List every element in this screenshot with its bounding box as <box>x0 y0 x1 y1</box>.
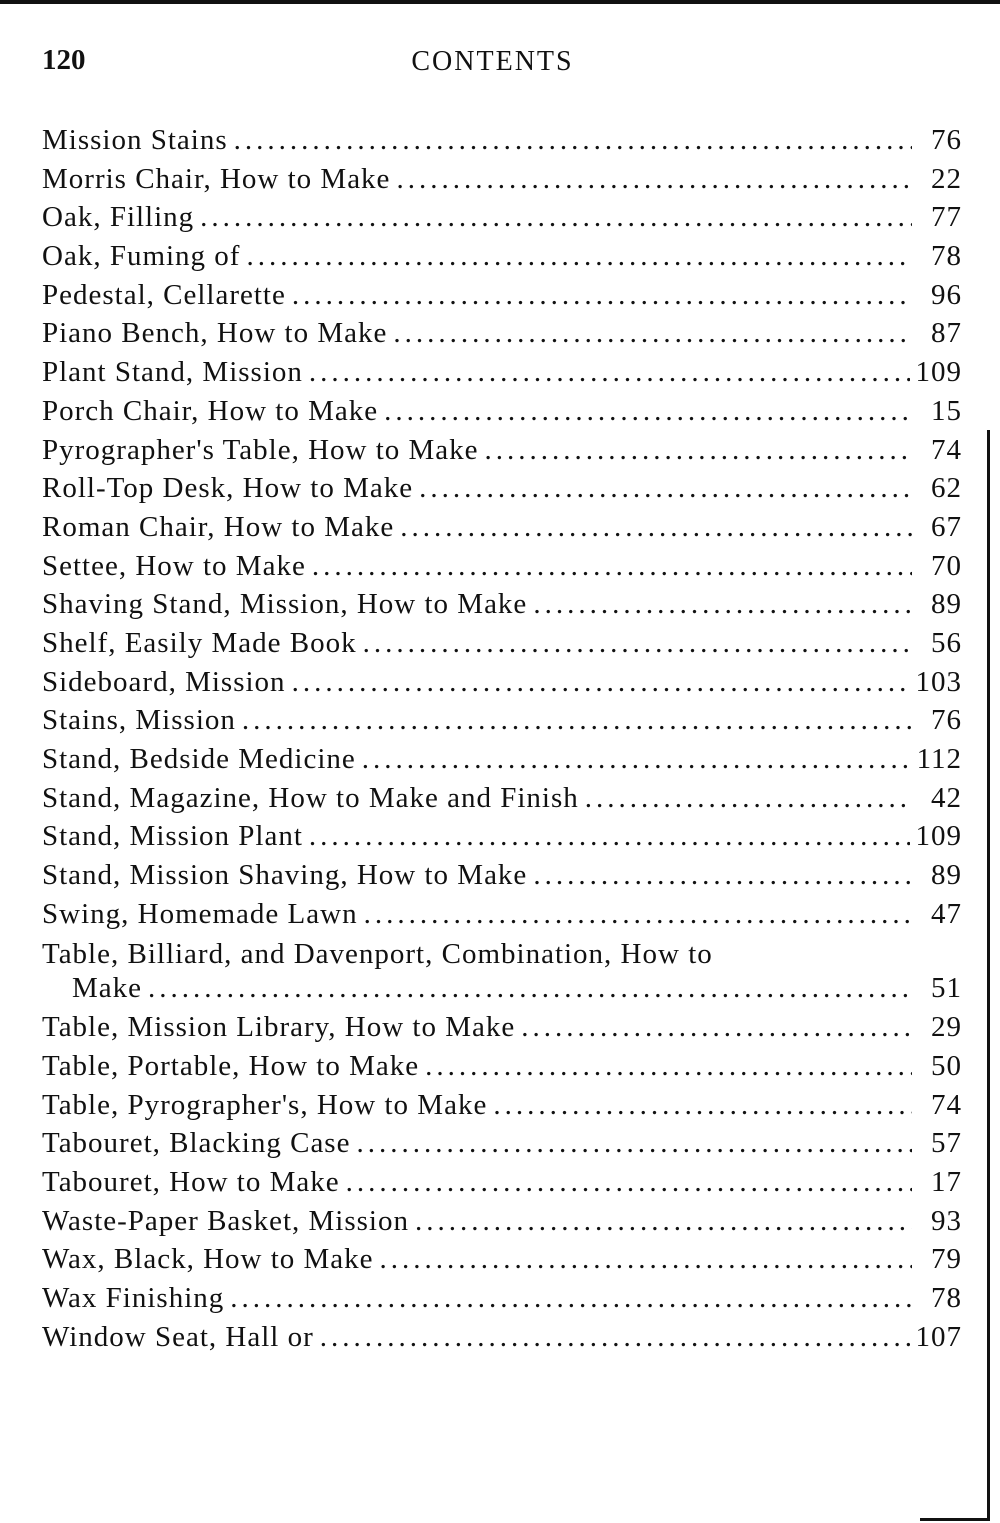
entry-title: Morris Chair, How to Make <box>42 162 391 195</box>
toc-entry <box>42 1127 962 1166</box>
bottom-border-rule <box>920 1518 990 1521</box>
entry-page-number: 76 <box>931 704 962 737</box>
toc-entry <box>42 240 962 279</box>
entry-page-number: 112 <box>916 743 962 775</box>
dot-leader <box>309 820 910 853</box>
toc-entry <box>42 743 962 782</box>
entry-page-number: 89 <box>931 859 962 892</box>
dot-leader <box>246 240 912 273</box>
entry-title: Swing, Homemade Lawn <box>42 897 358 930</box>
entry-title: Oak, Fuming of <box>42 240 241 273</box>
entry-page-number: 109 <box>915 356 962 389</box>
toc-entry <box>42 820 962 859</box>
toc-entry <box>42 588 962 627</box>
dot-leader <box>230 1282 912 1315</box>
toc-entry <box>42 1089 962 1128</box>
entry-page-number: 77 <box>931 201 962 234</box>
dot-leader <box>356 1127 912 1160</box>
dot-leader <box>200 201 912 234</box>
entry-title: Stand, Bedside Medicine <box>42 743 356 775</box>
entry-page-number: 17 <box>931 1165 962 1198</box>
toc-entry <box>42 472 962 511</box>
dot-leader <box>393 317 912 350</box>
toc-entry <box>42 434 962 473</box>
entry-page-number: 70 <box>931 549 962 582</box>
toc-entry <box>42 1321 962 1360</box>
dot-leader <box>312 550 912 583</box>
dot-leader <box>400 511 912 544</box>
toc-entry <box>42 1011 962 1050</box>
entry-page-number: 47 <box>931 897 962 930</box>
entry-page-number: 78 <box>931 240 962 273</box>
dot-leader <box>320 1321 910 1354</box>
entry-title: Plant Stand, Mission <box>42 356 303 389</box>
entry-title: Roman Chair, How to Make <box>42 510 395 543</box>
entry-title: Table, Mission Library, How to Make <box>42 1011 516 1044</box>
entry-title: Mission Stains <box>42 124 228 156</box>
entry-page-number: 67 <box>931 510 962 543</box>
entry-title: Roll-Top Desk, How to Make <box>42 472 414 505</box>
entry-page-number: 79 <box>931 1243 962 1276</box>
entry-title: Porch Chair, How to Make <box>42 394 379 427</box>
dot-leader <box>380 1243 912 1276</box>
toc-entry <box>42 627 962 666</box>
entry-page-number: 107 <box>915 1320 962 1353</box>
entry-page-number: 57 <box>931 1127 962 1160</box>
entry-title: Settee, How to Make <box>42 549 306 582</box>
toc-entry <box>42 859 962 898</box>
entry-title: Stand, Magazine, How to Make and Finish <box>42 781 579 814</box>
top-border-rule <box>0 0 1000 4</box>
entry-title: Stand, Mission Plant <box>42 820 303 853</box>
entry-page-number: 103 <box>915 665 962 698</box>
toc-entry <box>42 511 962 550</box>
entry-page-number: 51 <box>931 972 962 1005</box>
entry-title: Window Seat, Hall or <box>42 1320 314 1353</box>
dot-leader <box>292 666 910 699</box>
toc-entry <box>42 201 962 240</box>
dot-leader <box>493 1089 912 1122</box>
entry-title: Sideboard, Mission <box>42 665 286 698</box>
dot-leader <box>585 782 912 815</box>
entry-title-continuation: Make <box>72 972 143 1005</box>
toc-entry <box>42 666 962 705</box>
entry-page-number: 29 <box>931 1011 962 1044</box>
dot-leader <box>485 434 912 467</box>
toc-entry <box>42 356 962 395</box>
dot-leader <box>242 704 912 737</box>
toc-entry <box>42 163 962 202</box>
entry-title: Waste-Paper Basket, Mission <box>42 1204 409 1237</box>
entry-title: Wax, Black, How to Make <box>42 1243 374 1276</box>
entry-page-number: 74 <box>931 1088 962 1121</box>
entry-title: Table, Pyrographer's, How to Make <box>42 1088 488 1121</box>
toc-entry <box>42 317 962 356</box>
entry-title: Piano Bench, How to Make <box>42 317 388 350</box>
dot-leader <box>364 898 912 931</box>
entry-page-number: 22 <box>931 162 962 195</box>
entry-page-number: 56 <box>931 626 962 659</box>
dot-leader <box>346 1166 912 1199</box>
toc-entry <box>42 279 962 318</box>
dot-leader <box>384 395 912 428</box>
toc-entry <box>42 1205 962 1244</box>
running-head: CONTENTS <box>411 46 574 77</box>
dot-leader <box>533 859 912 892</box>
entry-page-number: 109 <box>915 820 962 853</box>
entry-title: Oak, Filling <box>42 201 195 234</box>
dot-leader <box>363 627 912 660</box>
entry-title: Tabouret, How to Make <box>42 1165 340 1198</box>
table-of-contents <box>42 124 962 1359</box>
dot-leader <box>415 1205 912 1238</box>
dot-leader <box>234 124 912 157</box>
dot-leader <box>533 588 912 621</box>
entry-page-number: 93 <box>931 1204 962 1237</box>
toc-entry <box>42 782 962 821</box>
entry-page-number: 62 <box>931 472 962 505</box>
toc-entry <box>42 1050 962 1089</box>
right-border-rule <box>987 430 990 1520</box>
toc-entry <box>42 395 962 434</box>
entry-title: Pyrographer's Table, How to Make <box>42 433 479 466</box>
entry-page-number: 78 <box>931 1281 962 1314</box>
entry-page-number: 87 <box>931 317 962 350</box>
toc-entry <box>42 1282 962 1321</box>
entry-title: Shaving Stand, Mission, How to Make <box>42 588 528 621</box>
dot-leader <box>396 163 912 196</box>
entry-title: Tabouret, Blacking Case <box>42 1127 351 1160</box>
entry-page-number: 15 <box>931 394 962 427</box>
entry-title: Wax Finishing <box>42 1281 225 1314</box>
toc-entry <box>42 1166 962 1205</box>
entry-page-number: 96 <box>931 278 962 311</box>
entry-page-number: 50 <box>931 1049 962 1082</box>
toc-entry-continuation <box>42 972 962 1011</box>
page-number: 120 <box>42 44 86 76</box>
entry-page-number: 76 <box>931 124 962 156</box>
entry-title: Table, Billiard, and Davenport, Combination, How to <box>42 938 713 971</box>
entry-title: Stains, Mission <box>42 704 236 737</box>
dot-leader <box>309 356 910 389</box>
entry-title: Table, Portable, How to Make <box>42 1049 420 1082</box>
entry-title: Shelf, Easily Made Book <box>42 626 357 659</box>
entry-page-number: 42 <box>931 781 962 814</box>
toc-entry <box>42 1243 962 1282</box>
dot-leader <box>425 1050 912 1083</box>
toc-entry <box>42 936 962 1011</box>
toc-entry <box>42 704 962 743</box>
dot-leader <box>362 743 911 776</box>
toc-entry <box>42 550 962 589</box>
entry-title: Stand, Mission Shaving, How to Make <box>42 859 528 892</box>
dot-leader <box>521 1011 912 1044</box>
dot-leader <box>148 972 912 1005</box>
dot-leader <box>419 472 912 505</box>
dot-leader <box>292 279 912 312</box>
entry-title: Pedestal, Cellarette <box>42 278 286 311</box>
entry-page-number: 89 <box>931 588 962 621</box>
entry-page-number: 74 <box>931 433 962 466</box>
toc-entry <box>42 124 962 163</box>
toc-entry <box>42 898 962 937</box>
